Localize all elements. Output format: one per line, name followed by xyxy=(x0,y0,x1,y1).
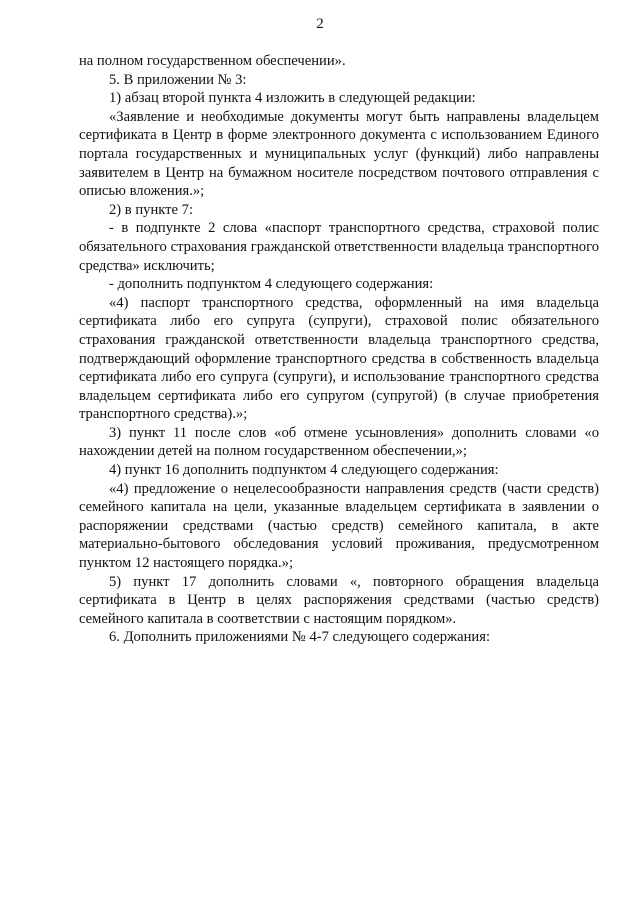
paragraph-quote-application: «Заявление и необходимые документы могут быть направлены владельцем сертификата в Центр в форме электронного документа с использованием Единого портала государственных и муниципальных услуг (функций) либо направлены заявителем в Центр на бумажном носителе посредством почтового отправления с описью вложения.»; xyxy=(79,108,599,200)
paragraph-subitem-1: 1) абзац второй пункта 4 изложить в следующей редакции: xyxy=(109,90,476,107)
paragraph-quote-proposal: «4) предложение о нецелесообразности направления средств (части средств) семейного капитала на цели, указанные владельцем сертификата в заявлении о распоряжении средствами (частью средств) семейного капитала, в акте материально-бытового обследования условий проживания, предусмотренном пунктом 12 настоящего порядка.»; xyxy=(79,480,599,572)
paragraph-subitem-3: 3) пункт 11 после слов «об отмене усыновления» дополнить словами «о нахождении детей на полном государственном обеспечении,»; xyxy=(79,424,599,460)
paragraph-add-subpoint-4: - дополнить подпунктом 4 следующего содержания: xyxy=(109,276,434,293)
paragraph-item-6: 6. Дополнить приложениями № 4-7 следующего содержания: xyxy=(109,629,490,646)
paragraph-item-5: 5. В приложении № 3: xyxy=(109,71,247,88)
paragraph-continuation: на полном государственном обеспечении». xyxy=(79,53,346,69)
paragraph-subitem-5: 5) пункт 17 дополнить словами «, повторного обращения владельца сертификата в Центр в целях распоряжения средствами (частью средств) семейного капитала в соответствии с настоящим порядком». xyxy=(79,573,599,627)
paragraph-exclude-words: - в подпункте 2 слова «паспорт транспортного средства, страховой полис обязательного страхования гражданской ответственности владельца транспортного средства» исключить; xyxy=(79,220,599,274)
page-number: 2 xyxy=(316,16,324,32)
paragraph-subitem-2: 2) в пункте 7: xyxy=(109,201,194,218)
document-body xyxy=(79,52,599,647)
paragraph-subitem-4: 4) пункт 16 дополнить подпунктом 4 следующего содержания: xyxy=(109,462,499,479)
paragraph-quote-vehicle-passport: «4) паспорт транспортного средства, оформленный на имя владельца сертификата либо его супруга (супруги), страховой полис обязательного страхования гражданской ответственности владельца транспортного средства, подтверждающий оформление транспортного средства в собственность владельца сертификата либо его супруга (супруги), и использование транспортного средства владельцем сертификата либо его супругом (супругой) (в случае приобретения транспортного средства).»; xyxy=(79,294,599,423)
